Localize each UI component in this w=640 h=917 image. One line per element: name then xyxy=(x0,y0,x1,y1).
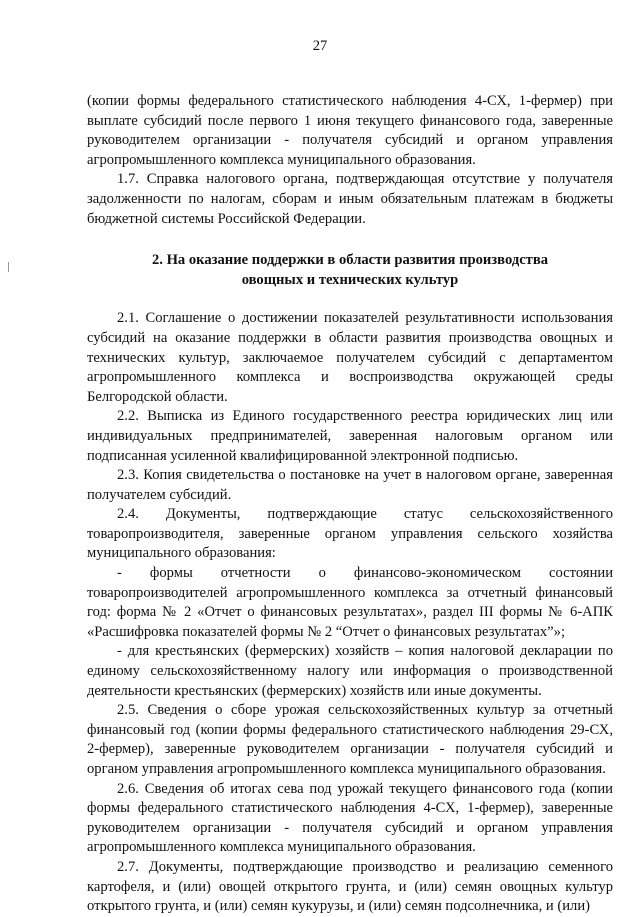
paragraph-2-3: 2.3. Копия свидетельства о постановке на учет в налоговом органе, заверенная получателем субсидий. xyxy=(87,467,613,503)
section-title xyxy=(87,251,613,290)
paragraph-2-4-item-2: - для крестьянских (фермерских) хозяйств – копия налоговой декларации по единому сельскохозяйственному налогу или информация о производственной деятельности крестьянских (фермерских) хозяйств или иные документы. xyxy=(87,643,613,699)
paragraph-2-4: 2.4. Документы, подтверждающие статус сельскохозяйственного товаропроизводителя, заверенные органом управления сельского хозяйства муниципального образования: xyxy=(87,506,613,562)
paragraph-2-4-item-1: - формы отчетности о финансово-экономическом состоянии товаропроизводителей агропромышленного комплекса за отчетный финансовый год: форма № 2 «Отчет о финансовых результатах», раздел III формы № 6-АПК «Расшифровка показателей формы № 2 “Отчет о финансовых результатах”»; xyxy=(87,565,613,640)
paragraph-2-2: 2.2. Выписка из Единого государственного реестра юридических лиц или индивидуальных предпринимателей, заверенная налоговым органом или подписанная усиленной квалифицированной электронной подписью. xyxy=(87,408,613,464)
paragraph-2-5: 2.5. Сведения о сборе урожая сельскохозяйственных культур за отчетный финансовый год (копии формы федерального статистического наблюдения 29-СХ, 2-фермер), заверенные руководителем организации - получателя субсидий и органом управления агропромышленного комплекса муниципального образования. xyxy=(87,702,613,777)
paragraph-2-6: 2.6. Сведения об итогах сева под урожай текущего финансового года (копии формы федерального статистического наблюдения 4-СХ, 1-фермер), заверенные руководителем организации - получателя субсидий и органом управления агропромышленного комплекса муниципального образования. xyxy=(87,780,613,856)
page-number: 27 xyxy=(312,38,328,54)
margin-mark xyxy=(8,262,9,272)
paragraph-2-7: 2.7. Документы, подтверждающие производство и реализацию семенного картофеля, и (или) овощей открытого грунта, и (или) семян овощных культур открытого грунта, и (или) семян кукурузы, и (или) семян подсолнечника, и (или) xyxy=(87,858,613,915)
paragraph-2-1: 2.1. Соглашение о достижении показателей результативности использования субсидий на оказание поддержки в области развития производства овощных и технических культур, заключаемое получателем субсидий с департаментом агропромышленного комплекса и воспроизводства окружающей среды Белгородской области. xyxy=(87,310,613,405)
paragraph-1-7: 1.7. Справка налогового органа, подтверждающая отсутствие у получателя задолженности по налогам, сборам и иным обязательным платежам в бюджеты бюджетной системы Российской Федерации. xyxy=(87,171,613,227)
document-body xyxy=(87,92,613,917)
section-title-line-1: 2. На оказание поддержки в области развития производства xyxy=(151,252,549,269)
paragraph-continuation: (копии формы федерального статистического наблюдения 4-СХ, 1-фермер) при выплате субсидий после первого 1 июня текущего финансового года, заверенные руководителем организации - получателя субсидий и органом управления агропромышленного комплекса муниципального образования. xyxy=(87,93,613,168)
section-title-line-2: овощных и технических культур xyxy=(241,271,459,288)
